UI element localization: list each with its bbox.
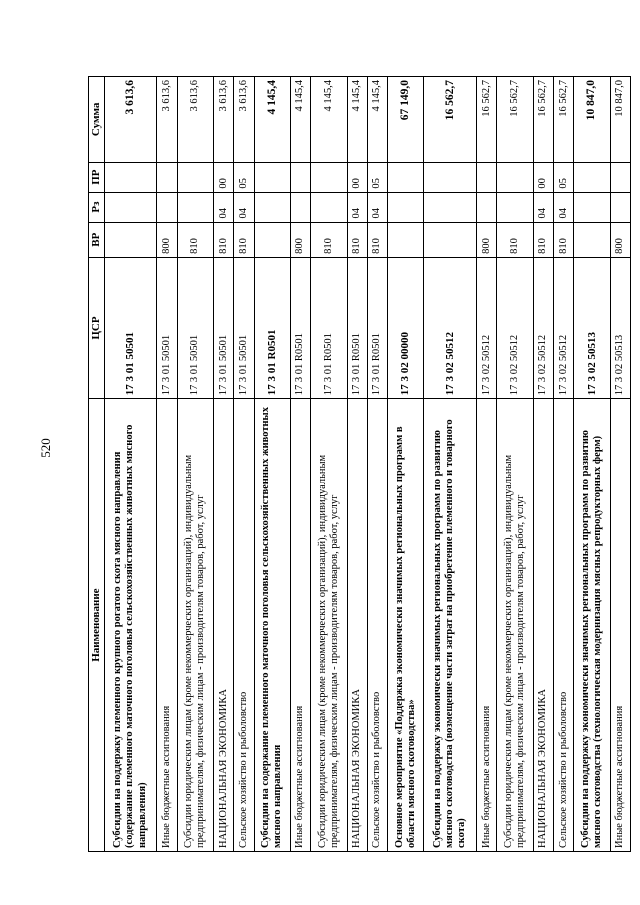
page-number: 520	[38, 438, 53, 458]
vr-cell: 800	[157, 222, 177, 257]
vr-cell	[254, 222, 290, 257]
sum-cell: 16 562,7	[477, 77, 497, 163]
pr-cell: 00	[347, 162, 367, 192]
vr-cell: 810	[497, 222, 533, 257]
name-cell: НАЦИОНАЛЬНАЯ ЭКОНОМИКА	[347, 399, 367, 852]
pr-cell	[157, 162, 177, 192]
code-cell: 17 3 01 R0501	[254, 257, 290, 398]
pr-cell	[477, 162, 497, 192]
rz-cell	[104, 192, 157, 222]
header-rz: Рз	[89, 192, 105, 222]
sum-cell: 3 613,6	[104, 77, 157, 163]
sum-cell: 16 562,7	[533, 77, 553, 163]
pr-cell: 00	[533, 162, 553, 192]
pr-cell: 05	[234, 162, 254, 192]
name-cell: Субсидии юридическим лицам (кроме некоммерческих организаций), индивидуальным предпринимателям, физическим лицам - производителям товаров, работ, услуг	[177, 399, 213, 852]
table-row	[497, 77, 533, 852]
sum-cell: 3 613,6	[157, 77, 177, 163]
code-cell: 17 3 02 50513	[574, 257, 610, 398]
sum-cell: 3 613,6	[234, 77, 254, 163]
header-sum: Сумма	[89, 77, 105, 163]
pr-cell	[388, 162, 424, 192]
name-cell: Иные бюджетные ассигнования	[157, 399, 177, 852]
sum-cell: 10 847,0	[574, 77, 610, 163]
sum-cell: 16 562,7	[424, 77, 477, 163]
sum-cell: 4 145,4	[367, 77, 387, 163]
table-row	[533, 77, 553, 852]
table-row	[574, 77, 610, 852]
table-row	[177, 77, 213, 852]
vr-cell	[424, 222, 477, 257]
code-cell: 17 3 02 50512	[554, 257, 574, 398]
name-cell: Иные бюджетные ассигнования	[290, 399, 310, 852]
name-cell: Иные бюджетные ассигнования	[477, 399, 497, 852]
table-body	[104, 77, 630, 852]
pr-cell: 05	[367, 162, 387, 192]
rz-cell	[254, 192, 290, 222]
sum-cell: 16 562,7	[554, 77, 574, 163]
rz-cell	[610, 192, 630, 222]
table-row	[477, 77, 497, 852]
sum-cell: 3 613,6	[214, 77, 234, 163]
name-cell: Иные бюджетные ассигнования	[610, 399, 630, 852]
rz-cell: 04	[234, 192, 254, 222]
table-row	[157, 77, 177, 852]
code-cell: 17 3 01 50501	[234, 257, 254, 398]
pr-cell	[610, 162, 630, 192]
table-row	[388, 77, 424, 852]
code-cell: 17 3 01 R0501	[367, 257, 387, 398]
table-row	[610, 77, 630, 852]
code-cell: 17 3 02 50513	[610, 257, 630, 398]
code-cell: 17 3 02 50512	[533, 257, 553, 398]
sum-cell: 4 145,4	[347, 77, 367, 163]
name-cell: Субсидии на содержание племенного маточного поголовья сельскохозяйственных животных мясного направления	[254, 399, 290, 852]
name-cell: Субсидии на поддержку экономически значимых региональных программ по развитию мясного скотоводства (технологическая модернизация мясных репродукторных ферм)	[574, 399, 610, 852]
rz-cell: 04	[367, 192, 387, 222]
code-cell: 17 3 02 50512	[497, 257, 533, 398]
rz-cell	[290, 192, 310, 222]
code-cell: 17 3 02 50512	[477, 257, 497, 398]
name-cell: НАЦИОНАЛЬНАЯ ЭКОНОМИКА	[214, 399, 234, 852]
name-cell: Субсидии юридическим лицам (кроме некоммерческих организаций), индивидуальным предпринимателям, физическим лицам - производителям товаров, работ, услуг	[497, 399, 533, 852]
pr-cell: 00	[214, 162, 234, 192]
sum-cell: 4 145,4	[290, 77, 310, 163]
code-cell: 17 3 01 R0501	[311, 257, 347, 398]
rz-cell	[497, 192, 533, 222]
header-vr: ВР	[89, 222, 105, 257]
sum-cell: 4 145,4	[254, 77, 290, 163]
pr-cell	[424, 162, 477, 192]
vr-cell	[104, 222, 157, 257]
vr-cell	[574, 222, 610, 257]
pr-cell	[311, 162, 347, 192]
table-row	[347, 77, 367, 852]
code-cell: 17 3 02 00000	[388, 257, 424, 398]
name-cell: Субсидии на поддержку племенного крупного рогатого скота мясного направления (содержание племенного маточного поголовья сельскохозяйственных животных мясного направления)	[104, 399, 157, 852]
table-row	[554, 77, 574, 852]
table-row	[290, 77, 310, 852]
table-row	[424, 77, 477, 852]
sum-cell: 16 562,7	[497, 77, 533, 163]
table-row	[234, 77, 254, 852]
rz-cell	[157, 192, 177, 222]
vr-cell: 810	[533, 222, 553, 257]
pr-cell	[177, 162, 213, 192]
pr-cell	[497, 162, 533, 192]
vr-cell: 810	[367, 222, 387, 257]
sum-cell: 3 613,6	[177, 77, 213, 163]
vr-cell: 800	[290, 222, 310, 257]
header-name: Наименование	[89, 399, 105, 852]
vr-cell	[388, 222, 424, 257]
pr-cell	[254, 162, 290, 192]
rz-cell: 04	[554, 192, 574, 222]
pr-cell	[574, 162, 610, 192]
vr-cell: 800	[477, 222, 497, 257]
name-cell: Сельское хозяйство и рыболовство	[234, 399, 254, 852]
table-row	[367, 77, 387, 852]
vr-cell: 810	[177, 222, 213, 257]
table-header-row	[89, 77, 105, 852]
rz-cell	[477, 192, 497, 222]
table-row	[104, 77, 157, 852]
code-cell: 17 3 01 R0501	[290, 257, 310, 398]
vr-cell: 810	[214, 222, 234, 257]
vr-cell: 810	[311, 222, 347, 257]
table-row	[214, 77, 234, 852]
vr-cell: 810	[234, 222, 254, 257]
rz-cell: 04	[214, 192, 234, 222]
sum-cell: 67 149,0	[388, 77, 424, 163]
vr-cell: 810	[347, 222, 367, 257]
rz-cell: 04	[347, 192, 367, 222]
header-pr: ПР	[89, 162, 105, 192]
code-cell: 17 3 02 50512	[424, 257, 477, 398]
rz-cell: 04	[533, 192, 553, 222]
header-code: ЦСР	[89, 257, 105, 398]
sum-cell: 10 847,0	[610, 77, 630, 163]
vr-cell: 800	[610, 222, 630, 257]
name-cell: НАЦИОНАЛЬНАЯ ЭКОНОМИКА	[533, 399, 553, 852]
code-cell: 17 3 01 50501	[157, 257, 177, 398]
rotated-table-container	[88, 76, 631, 852]
rz-cell	[424, 192, 477, 222]
sum-cell: 4 145,4	[311, 77, 347, 163]
name-cell: Основное мероприятие «Поддержка экономически значимых региональных программ в области мясного скотоводства»	[388, 399, 424, 852]
code-cell: 17 3 01 R0501	[347, 257, 367, 398]
rz-cell	[388, 192, 424, 222]
pr-cell: 05	[554, 162, 574, 192]
name-cell: Сельское хозяйство и рыболовство	[554, 399, 574, 852]
budget-table	[88, 76, 631, 852]
vr-cell: 810	[554, 222, 574, 257]
code-cell: 17 3 01 50501	[214, 257, 234, 398]
name-cell: Сельское хозяйство и рыболовство	[367, 399, 387, 852]
table-row	[254, 77, 290, 852]
rz-cell	[177, 192, 213, 222]
pr-cell	[104, 162, 157, 192]
rz-cell	[574, 192, 610, 222]
rz-cell	[311, 192, 347, 222]
table-row	[311, 77, 347, 852]
code-cell: 17 3 01 50501	[104, 257, 157, 398]
pr-cell	[290, 162, 310, 192]
code-cell: 17 3 01 50501	[177, 257, 213, 398]
name-cell: Субсидии юридическим лицам (кроме некоммерческих организаций), индивидуальным предпринимателям, физическим лицам - производителям товаров, работ, услуг	[311, 399, 347, 852]
name-cell: Субсидии на поддержку экономически значимых региональных программ по развитию мясного скотоводства (возмещение части затрат на приобретение племенного и товарного скота)	[424, 399, 477, 852]
